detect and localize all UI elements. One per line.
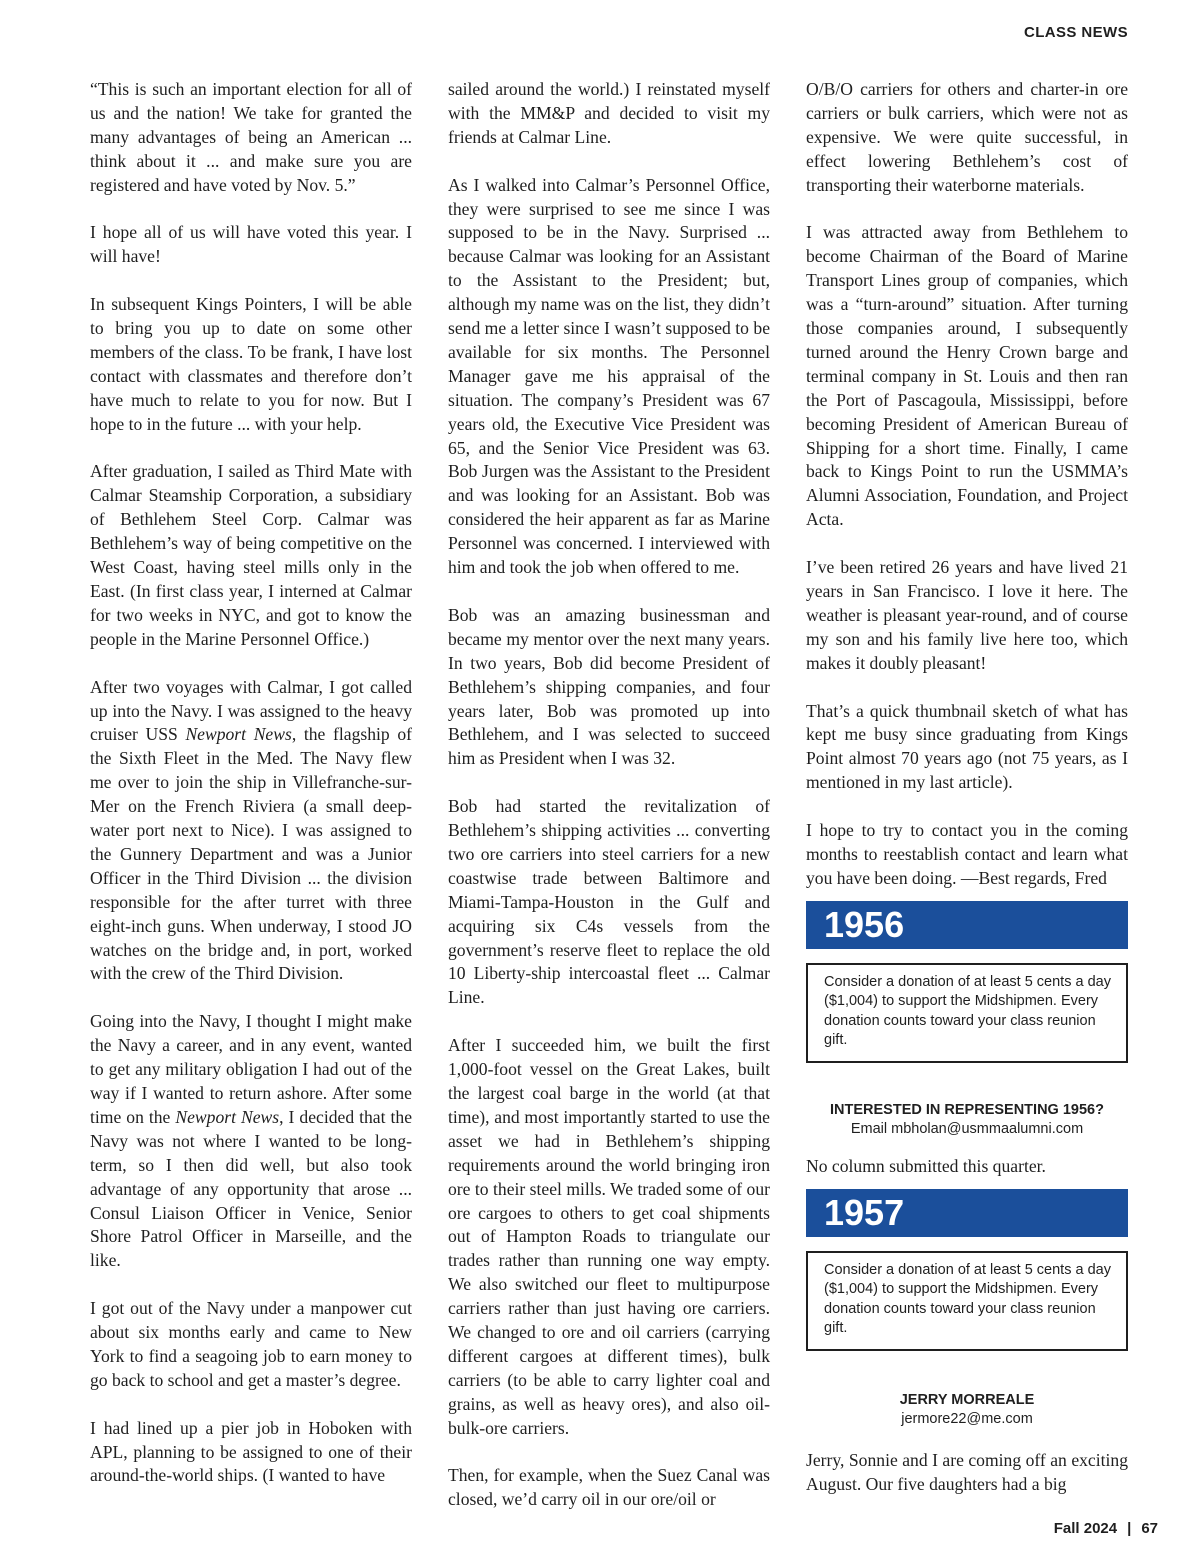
column-1	[90, 78, 412, 1488]
paragraph: After graduation, I sailed as Third Mate with Calmar Steamship Corporation, a subsidiary of Bethlehem Steel Corp. Calmar was Bethlehem’s way of being competitive on the West Coast, having steel mills only in the East. (In first class year, I interned at Calmar for two weeks in NYC, and got to know the people in the Marine Personnel Office.)	[90, 461, 412, 649]
no-column-note: No column submitted this quarter.	[806, 1155, 1046, 1176]
paragraph: I was attracted away from Bethlehem to become Chairman of the Board of Marine Transport Lines group of companies, which was a “turn-around” situation. After turning those companies around, I subsequently turned around the Henry Crown barge and terminal company in St. Louis and then ran the Port of Pascagoula, Mississippi, before becoming President of American Bureau of Shipping for a short time. Finally, I came back to Kings Point to run the USMMA’s Alumni Association, Foundation, and Project Acta.	[806, 222, 1128, 530]
page-footer	[1054, 1520, 1158, 1537]
footer-separator: |	[1127, 1520, 1132, 1537]
paragraph: Jerry, Sonnie and I are coming off an exciting August. Our five daughters had a big	[806, 1449, 1128, 1494]
paragraph: I’ve been retired 26 years and have lived 21 years in San Francisco. I love it here. The weather is pleasant year-round, and of course my son and his family live here too, which makes it doubly pleasant!	[806, 557, 1128, 673]
rep-title: INTERESTED IN REPRESENTING 1956?	[830, 1101, 1104, 1118]
class-contact-1957	[806, 1391, 1128, 1429]
paragraph	[90, 676, 412, 987]
paragraph: Then, for example, when the Suez Canal was closed, we’d carry oil in our ore/oil or	[448, 1465, 770, 1510]
paragraph: O/B/O carriers for others and charter-in ore carriers or bulk carriers, which were not as expensive. We were quite successful, in effect lowering Bethlehem’s cost of transporting their waterborne materials.	[806, 79, 1128, 195]
paragraph: “This is such an important election for all of us and the nation! We take for granted the many advantages of being an American ... think about it ... and make sure you are registered and have voted by Nov. 5.”	[90, 79, 412, 195]
rep-email: Email mbholan@usmmaalumni.com	[850, 1120, 1084, 1137]
paragraph: sailed around the world.) I reinstated myself with the MM&P and decided to visit my friends at Calmar Line.	[448, 79, 770, 147]
paragraph: I hope to try to contact you in the coming months to reestablish contact and learn what you have been doing. —Best regards, Fred	[806, 820, 1128, 888]
ship-name: Newport News	[185, 724, 292, 745]
paragraph: After I succeeded him, we built the first 1,000-foot vessel on the Great Lakes, built the largest coal barge in the world (at that time), and most importantly started to use the asset we had in Bethlehem’s shipping requirements around the world bringing iron ore to their steel mills. We traded some of our ore cargoes to others to get coal shipments out of Hampton Roads to triangulate our trades rather than running one way empty. We also switched our fleet to multipurpose carriers rather than just having ore carriers. We changed to ore and oil carriers (carrying different cargoes at different times), bulk carriers (to be able to carry lighter coal and grains, as well as heavy ores), and also oil-bulk-ore carriers.	[448, 1035, 770, 1438]
donation-box-1956: Consider a donation of at least 5 cents a day ($1,004) to support the Midshipmen. Every donation counts toward your class reunion gift.	[806, 963, 1128, 1063]
class-year-header-1957: 1957	[806, 1189, 1128, 1237]
column-2	[448, 78, 770, 1512]
paragraph: As I walked into Calmar’s Personnel Office, they were surprised to see me since I was supposed to be in the Navy. Surprised ... because Calmar was looking for an Assistant to the Assistant to the President; but, although my name was on the list, they didn’t send me a letter since I wasn’t supposed to be available for six months. The Personnel Manager gave me his appraisal of the situation. The company’s President was 67 years old, the Executive Vice President was 65, and the Senior Vice President was 63. Bob Jurgen was the Assistant to the President and was looking for an Assistant. Bob was considered the heir apparent as far as Marine Personnel was concerned. I interviewed with him and took the job when offered to me.	[448, 174, 770, 578]
section-label: CLASS NEWS	[1023, 24, 1128, 41]
text-run: After two voyages with Calmar, I got called up into the Navy. I was assigned to the heavy cruiser USS	[90, 676, 412, 745]
text-run: , I decided that the Navy was not where I wanted to be long-term, so I then did well, but also took advantage of any opportunity that arose ... Consul Liaison Officer in Venice, Senior Shore Patrol Officer in Marseille, and the like.	[90, 1106, 413, 1271]
paragraph: I had lined up a pier job in Hoboken with APL, planning to be assigned to one of their around-the-world ships. (I wanted to have	[90, 1417, 412, 1486]
text-run: Going into the Navy, I thought I might make the Navy a career, and in any event, wanted to get any military obligation I had out of the way if I wanted to return ashore. After some time on the	[90, 1011, 412, 1127]
issue-label: Fall 2024	[1053, 1520, 1118, 1537]
contact-email: jermore22@me.com	[901, 1410, 1033, 1427]
ship-name: Newport News	[175, 1106, 280, 1127]
donation-box-1957: Consider a donation of at least 5 cents a day ($1,004) to support the Midshipmen. Every donation counts toward your class reunion gift.	[806, 1251, 1128, 1351]
paragraph: I hope all of us will have voted this year. I will have!	[90, 222, 412, 267]
paragraph	[90, 1010, 412, 1273]
text-run: , the flagship of the Sixth Fleet in the Med. The Navy flew me over to join the ship in Villefranche-sur-Mer on the French Riviera (a small deep-water port next to Nice). I was assigned to the Gunnery Department and was a Junior Officer in the Third Division ... the division responsible for the after turret with three eight-inch guns. When underway, I stood JO watches on the bridge and, in port, worked with the crew of the Third Division.	[90, 724, 412, 984]
class-year-header-1956: 1956	[806, 901, 1128, 949]
page-number: 67	[1141, 1520, 1158, 1537]
paragraph: In subsequent Kings Pointers, I will be able to bring you up to date on some other members of the class. To be frank, I have lost contact with classmates and therefore don’t have much to relate to you for now. But I hope to in the future ... with your help.	[90, 294, 412, 434]
paragraph: That’s a quick thumbnail sketch of what has kept me busy since graduating from Kings Point almost 70 years ago (not 75 years, as I mentioned in my last article).	[806, 700, 1128, 793]
contact-name: JERRY MORREALE	[899, 1391, 1035, 1408]
paragraph: I got out of the Navy under a manpower cut about six months early and came to New York to find a seagoing job to earn money to go back to school and get a master’s degree.	[90, 1298, 412, 1390]
rep-callout-1956	[806, 1101, 1128, 1139]
paragraph: Bob was an amazing businessman and became my mentor over the next many years. In two years, Bob did become President of Bethlehem’s shipping companies, and four years later, Bob was promoted up into Bethlehem, and I was selected to succeed him as President when I was 32.	[448, 604, 770, 769]
paragraph: Bob had started the revitalization of Bethlehem’s shipping activities ... converting two ore carriers into steel carriers for a new coastwise trade between Baltimore and Miami-Tampa-Houston in the Gulf and acquiring six C4s vessels from the government’s reserve fleet to replace the old 10 Liberty-ship intercoastal fleet ... Calmar Line.	[448, 796, 770, 1008]
column-3	[806, 78, 1128, 1496]
